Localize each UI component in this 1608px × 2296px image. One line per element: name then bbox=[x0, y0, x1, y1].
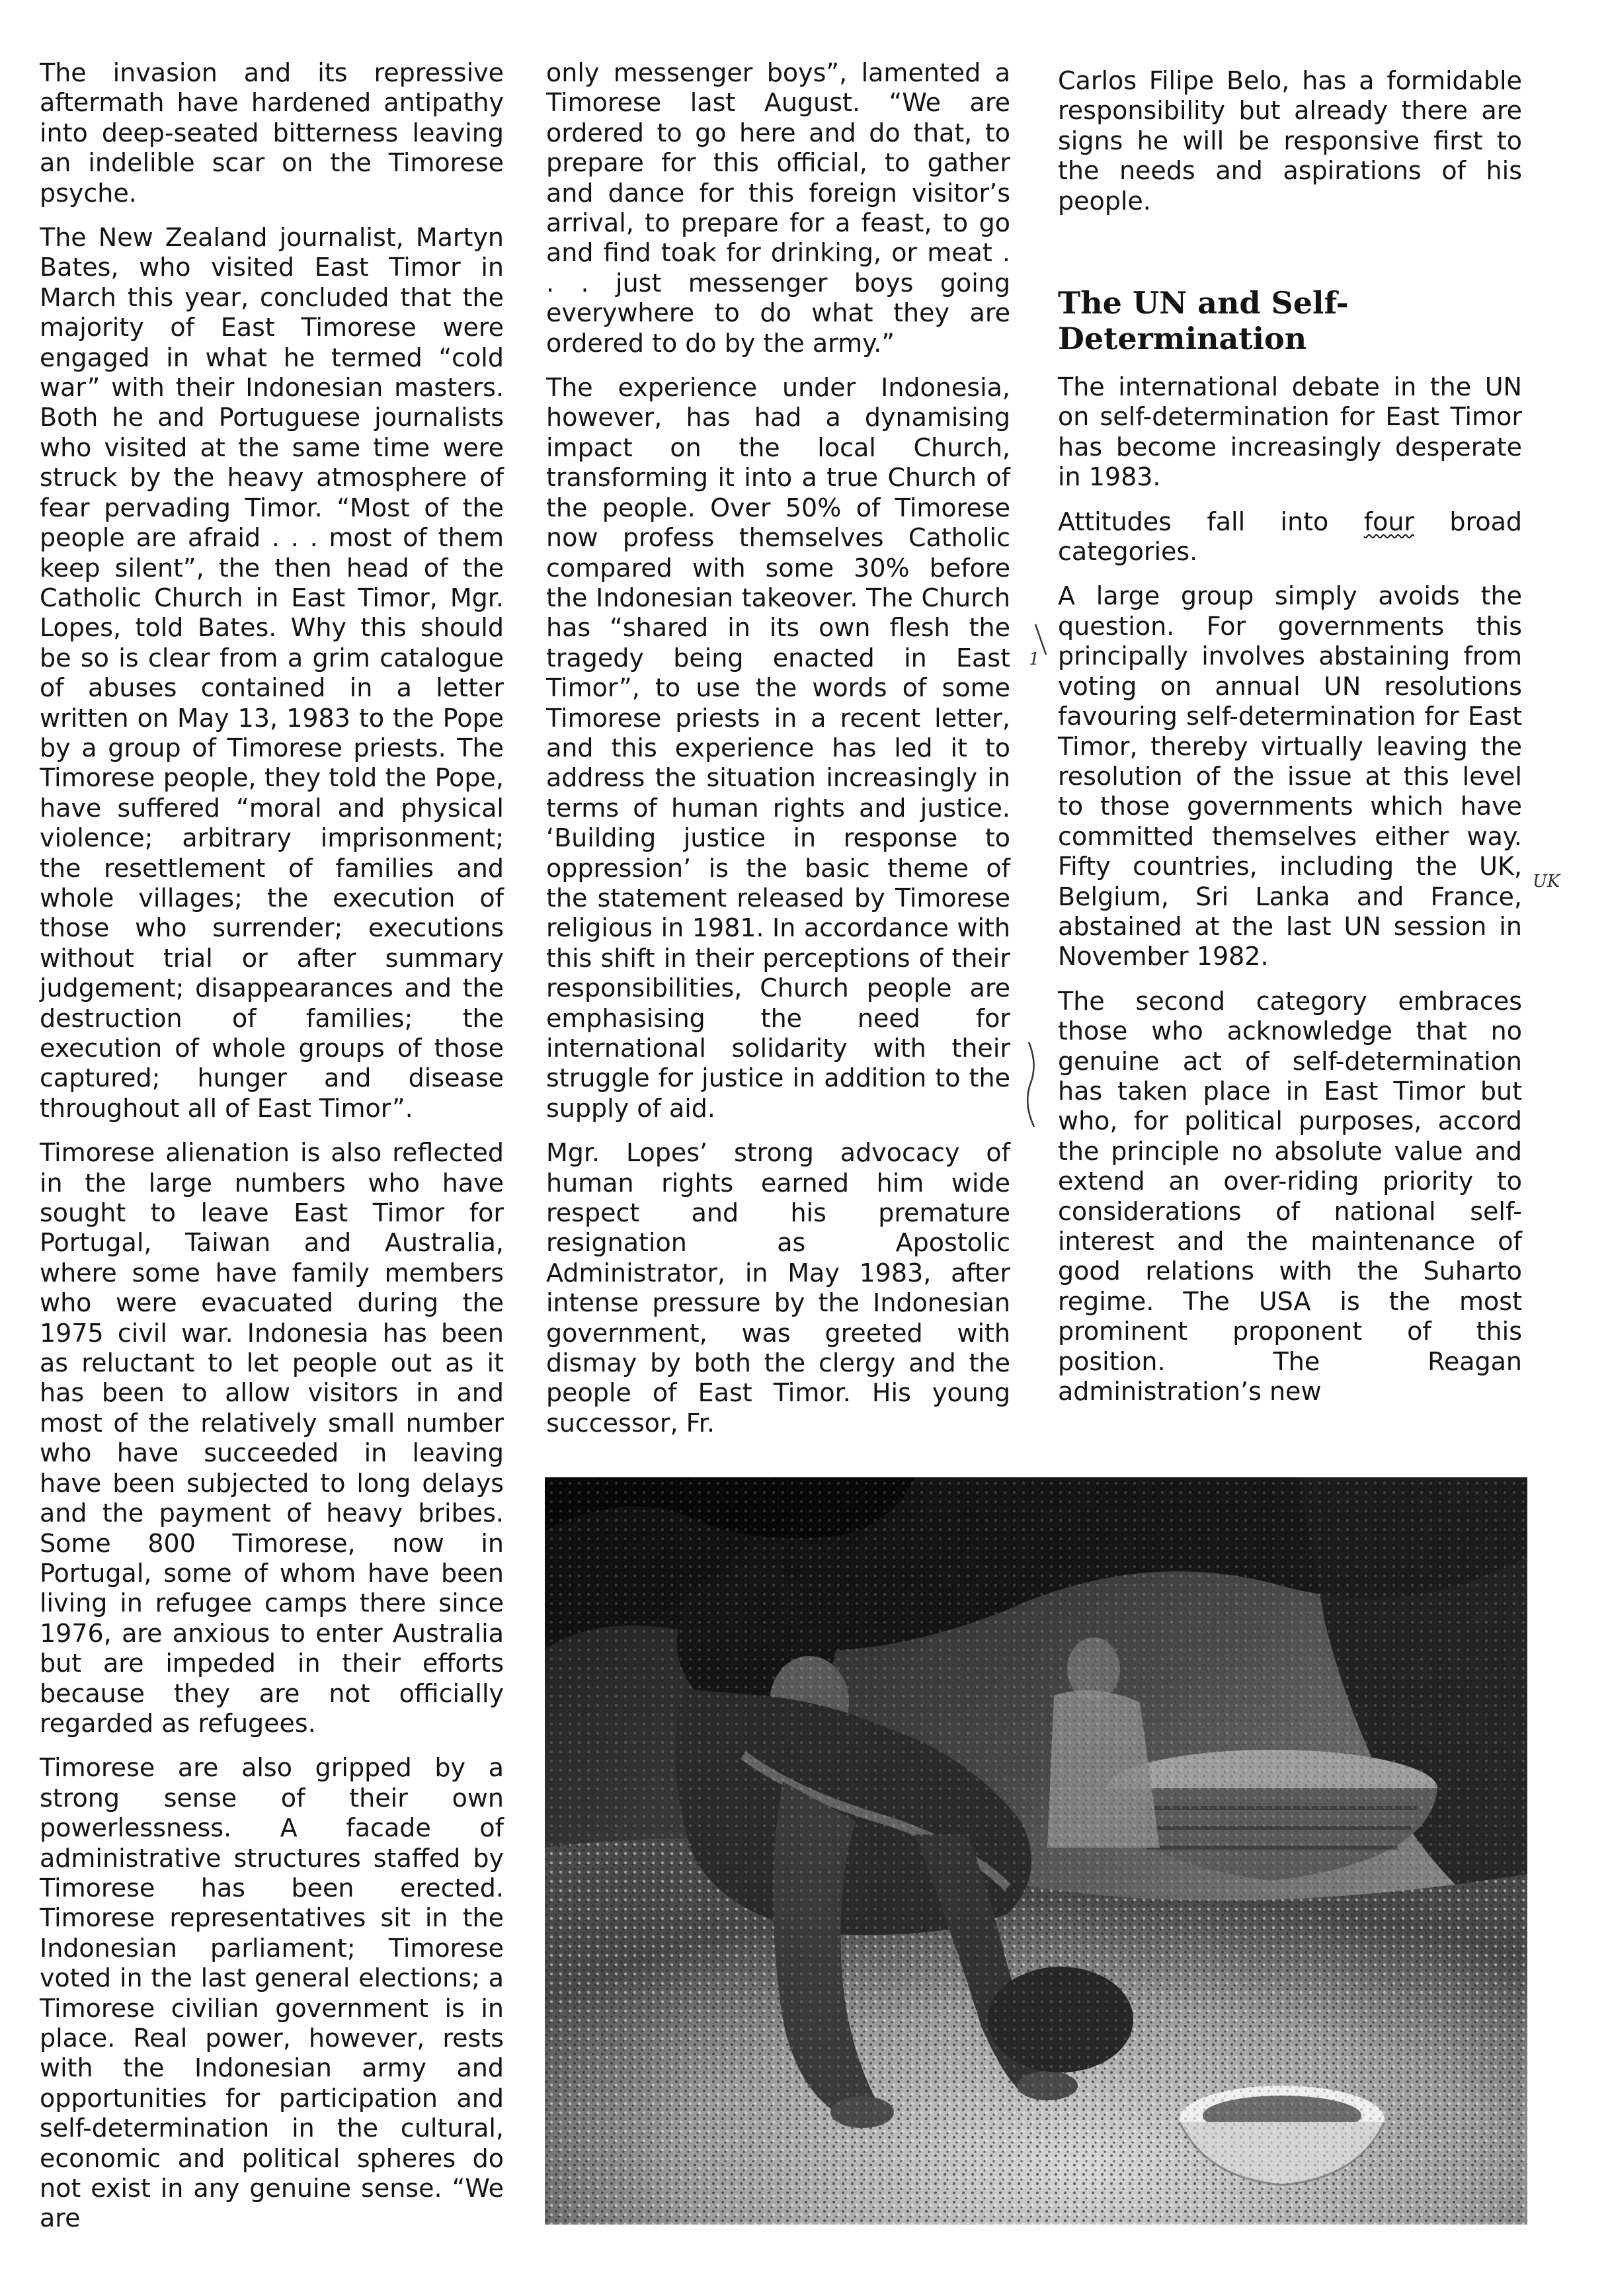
column-1 bbox=[40, 58, 504, 2248]
margin-bracket-mark bbox=[1033, 622, 1050, 661]
column-3 bbox=[1058, 66, 1522, 1421]
section-heading: The UN and Self-Determination bbox=[1058, 285, 1349, 357]
text-run: broad categories. bbox=[1058, 507, 1522, 567]
photo-illustration bbox=[545, 1477, 1527, 2225]
paragraph: A large group simply avoids the question. For governments this principally involves abstaining from voting on annual UN resolutions favouring self-determination for East Timor, thereby virtually leaving the resolution of the issue at this level to those governments which have committed themselves either way. Fifty countries, including the UK, Belgium, Sri Lanka and France, abstained at the last UN session in November 1982. bbox=[1058, 581, 1522, 971]
paragraph: The invasion and its repressive aftermath have hardened antipathy into deep-seated bitterness leaving an indelible scar on the Timorese psyche. bbox=[40, 58, 504, 208]
paragraph: Timorese are also gripped by a strong sense of their own powerlessness. A facade of administrative structures staffed by Timorese has been erected. Timorese representatives sit in the Indonesian parliament; Timorese voted in the last general elections; a Timorese civilian government is in place. Real power, however, rests with the Indonesian army and opportunities for participation and self-determination in the cultural, economic and political spheres do not exist in any genuine sense. “We are bbox=[40, 1753, 504, 2233]
paragraph: The second category embraces those who acknowledge that no genuine act of self-determination has taken place in East Timor but who, for political purposes, accord the principle no absolute value and extend an over-riding priority to considerations of national self-interest and the maintenance of good relations with the Suharto regime. The USA is the most prominent proponent of this position. The Reagan administration’s new bbox=[1058, 986, 1522, 1407]
margin-annotation: 1 bbox=[1029, 649, 1040, 669]
paragraph: The New Zealand journalist, Martyn Bates, who visited East Timor in March this year, concluded that the majority of East Timorese were engaged in what he termed “cold war” with their Indonesian masters. Both he and Portuguese journalists who visited at the same time were struck by the heavy atmosphere of fear pervading Timor. “Most of the people are afraid . . . most of them keep silent”, the then head of the Catholic Church in East Timor, Mgr. Lopes, told Bates. Why this should be so is clear from a grim catalogue of abuses contained in a letter written on May 13, 1983 to the Pope by a group of Timorese priests. The Timorese people, they told the Pope, have suffered “moral and physical violence; arbitrary imprisonment; the resettlement of families and whole villages; the execution of those who surrender; executions without trial or after summary judgement; disappearances and the destruction of families; the execution of whole groups of those captured; hunger and disease throughout all of East Timor”. bbox=[40, 223, 504, 1123]
handwritten-underline: four bbox=[1363, 507, 1415, 536]
column-2 bbox=[546, 58, 1010, 1453]
paragraph: The international debate in the UN on self-determination for East Timor has become increasingly desperate in 1983. bbox=[1058, 372, 1522, 492]
paragraph: Mgr. Lopes’ strong advocacy of human rights earned him wide respect and his premature resignation as Apostolic Administrator, in May 1983, after intense pressure by the Indonesian government, was greeted with dismay by both the clergy and the people of East Timor. His young successor, Fr. bbox=[546, 1138, 1010, 1438]
section-spacer bbox=[1058, 231, 1522, 285]
paragraph: The experience under Indonesia, however, has had a dynamising impact on the local Church, transforming it into a true Church of the people. Over 50% of Timorese now profess themselves Catholic compared with some 30% before the Indonesian takeover. The Church has “shared in its own flesh the tragedy being enacted in East Timor”, to use the words of some Timorese priests in a recent letter, and this experience has led it to address the situation increasingly in terms of human rights and justice. ‘Building justice in response to oppression’ is the basic theme of the statement released by Timorese religious in 1981. In accordance with this shift in their perceptions of their responsibilities, Church people are emphasising the need for international solidarity with their struggle for justice in addition to the supply of aid. bbox=[546, 373, 1010, 1123]
text-run: Attitudes fall into bbox=[1058, 507, 1364, 536]
paragraph: Timorese alienation is also reflected in the large numbers who have sought to leave East Timor for Portugal, Taiwan and Australia, where some have family members who were evacuated during the 1975 civil war. Indonesia has been as reluctant to let people out as it has been to allow visitors in and most of the relatively small number who have succeeded in leaving have been subjected to long delays and the payment of heavy bribes. Some 800 Timorese, now in Portugal, some of whom have been living in refugee camps there since 1976, are anxious to enter Australia but are impeded in their efforts because they are not officially regarded as refugees. bbox=[40, 1138, 504, 1738]
photograph bbox=[545, 1477, 1527, 2225]
margin-annotation: UK bbox=[1533, 872, 1560, 891]
paragraph bbox=[1058, 507, 1522, 567]
paragraph: only messenger boys”, lamented a Timorese last August. “We are ordered to go here and do that, to prepare for this official, to gather and dance for this foreign visitor’s arrival, to prepare for a feast, to go and find toak for drinking, or meat . . . just messenger boys going everywhere to do what they are ordered to do by the army.” bbox=[546, 58, 1010, 358]
margin-bracket-mark bbox=[1024, 1038, 1043, 1131]
paragraph: Carlos Filipe Belo, has a formidable responsibility but already there are signs he will be responsive first to the needs and aspirations of his people. bbox=[1058, 66, 1522, 216]
